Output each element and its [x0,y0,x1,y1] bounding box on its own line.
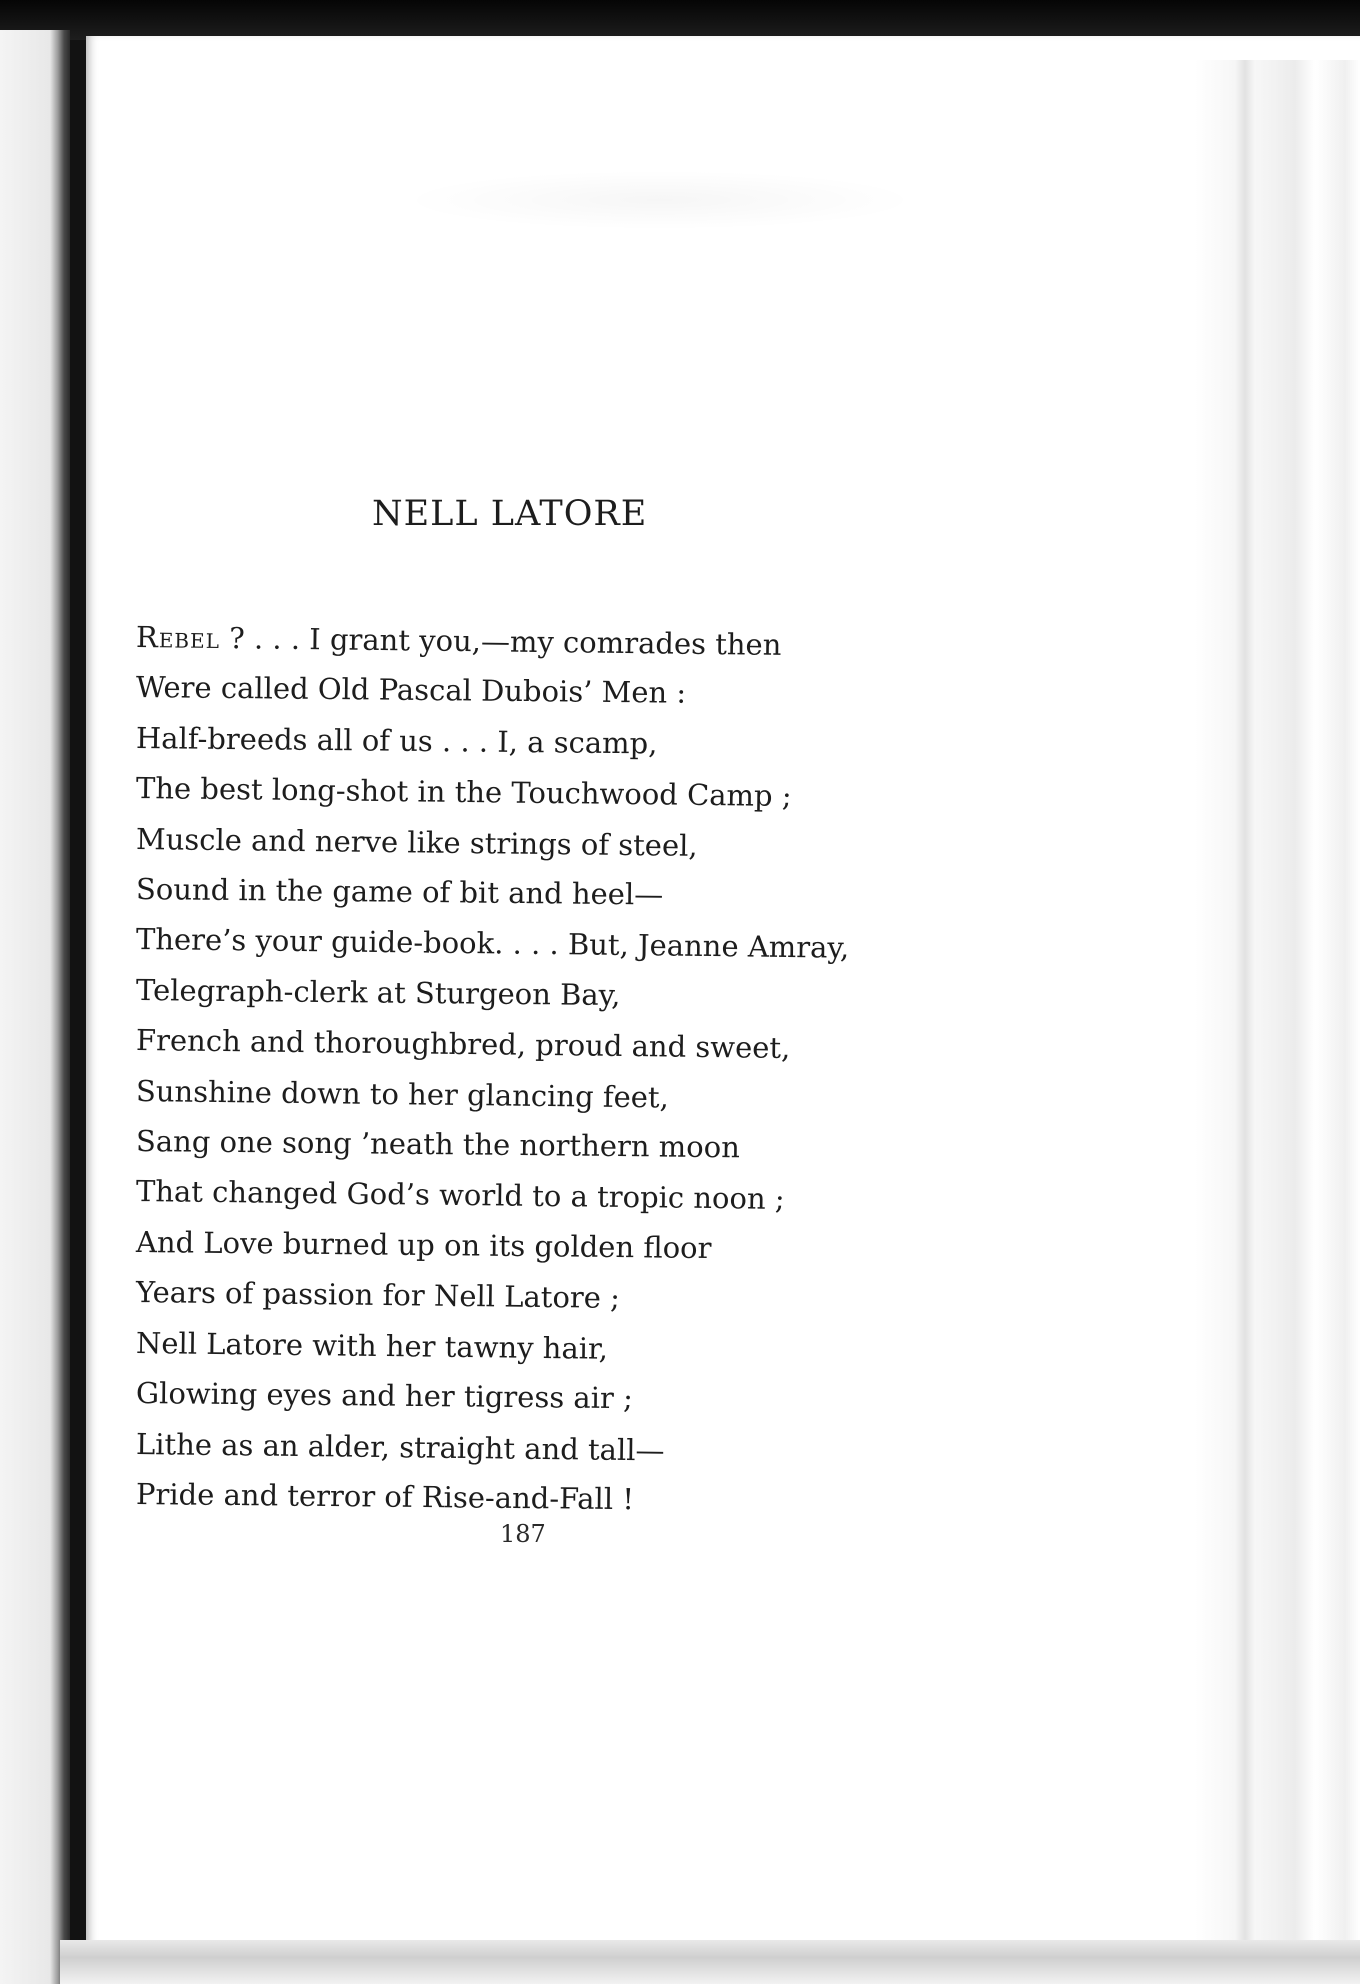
verse-line: The best long-shot in the Touchwood Camp ; [135,771,792,814]
verse-line: Lithe as an alder, straight and tall— [135,1426,665,1467]
first-word-smallcaps: Rebel [135,620,221,656]
verse-line: Nell Latore with her tawny hair, [135,1325,609,1366]
verse-line: Years of passion for Nell Latore ; [135,1275,621,1316]
verse-line: Were called Old Pascal Dubois’ Men : [135,670,687,711]
verse-line: Sunshine down to her glancing feet, [135,1073,669,1115]
first-line-rest: ? . . . I grant you,—my comrades then [219,621,782,662]
verse-line: Half-breeds all of us . . . I, a scamp, [135,720,658,761]
page-stack-edges [1195,60,1360,1950]
verse-line: Telegraph-clerk at Sturgeon Bay, [135,972,621,1012]
verse-line: Pride and terror of Rise-and-Fall ! [135,1476,635,1517]
verse-line: Sang one song ’neath the northern moon [135,1124,741,1165]
verse-line: That changed God’s world to a tropic noon ; [135,1174,785,1217]
verse-line: There’s your guide-book. . . . But, Jeanne Amray, [135,922,850,966]
show-through-bleed [400,170,920,230]
poem-title: NELL LATORE [372,494,648,534]
verse-line: French and thoroughbred, proud and sweet, [135,1023,791,1066]
verse-line: Muscle and nerve like strings of steel, [135,821,698,863]
poem-verse [136,612,1036,1519]
verse-line: Sound in the game of bit and heel— [135,872,664,912]
page-bottom-edge [60,1940,1360,1984]
verse-line: And Love burned up on its golden floor [135,1224,712,1265]
book-spine-edge [0,30,70,1984]
verse-line: Glowing eyes and her tigress air ; [135,1376,634,1416]
scan-top-edge [0,0,1360,40]
page-number: 187 [500,1520,546,1548]
